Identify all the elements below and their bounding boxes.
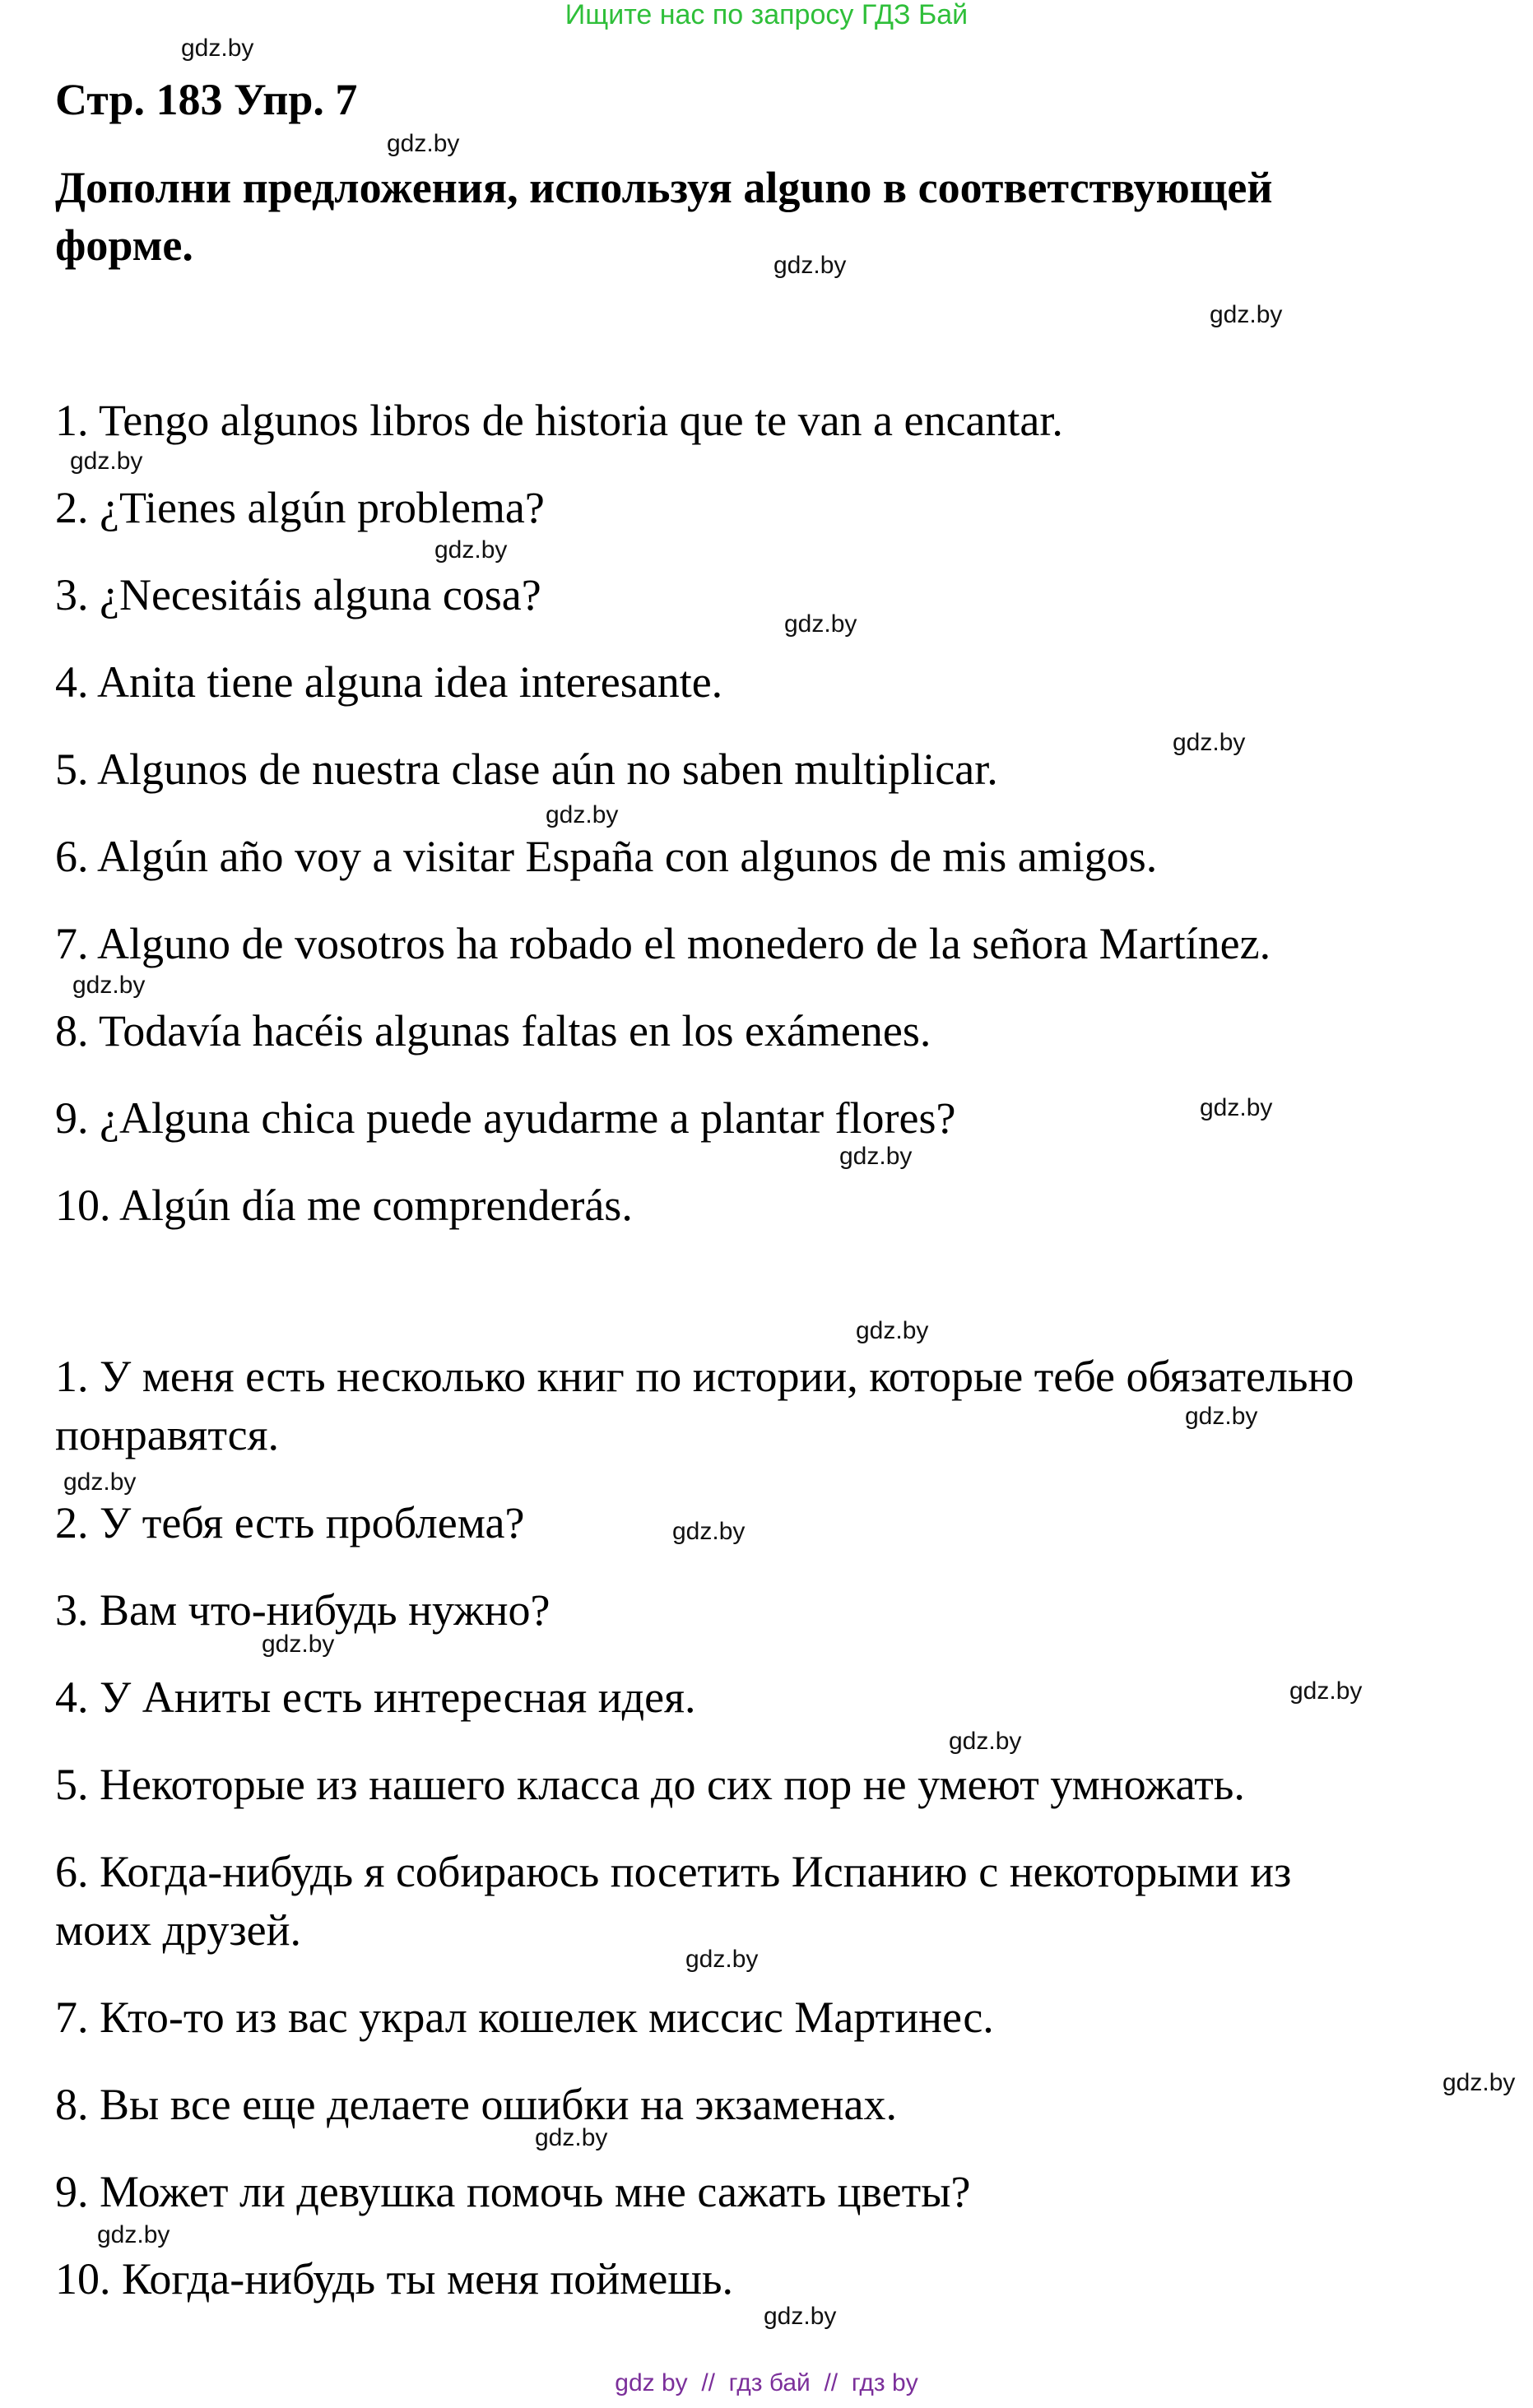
watermark: gdz.by xyxy=(535,2124,608,2151)
watermark: gdz.by xyxy=(1289,1677,1363,1705)
spanish-sentence-6: 6. Algún año voy a visitar España con algunos de mis amigos. xyxy=(55,832,1158,881)
spanish-sentence-1: 1. Tengo algunos libros de historia que te van a encantar. xyxy=(55,396,1063,445)
spanish-sentence-3: 3. ¿Necesitáis alguna cosa? xyxy=(55,570,541,619)
russian-sentence-8: 8. Вы все еще делаете ошибки на экзаменах. xyxy=(55,2080,897,2129)
watermark: gdz.by xyxy=(1442,2069,1516,2096)
watermark: gdz.by xyxy=(72,972,146,999)
footer-links[interactable]: gdz by // гдз бай // гдз by xyxy=(615,2369,918,2396)
watermark: gdz.by xyxy=(70,448,143,475)
watermark: gdz.by xyxy=(784,610,857,638)
watermark: gdz.by xyxy=(63,1468,137,1496)
spanish-sentence-9: 9. ¿Alguna chica puede ayudarme a plantar flores? xyxy=(55,1093,956,1143)
russian-sentence-10: 10. Когда-нибудь ты меня поймешь. xyxy=(55,2254,734,2304)
watermark: gdz.by xyxy=(97,2221,170,2248)
russian-sentence-3: 3. Вам что-нибудь нужно? xyxy=(55,1585,550,1635)
watermark: gdz.by xyxy=(773,252,847,279)
watermark: gdz.by xyxy=(387,130,460,157)
page-title: Стр. 183 Упр. 7 xyxy=(55,75,358,124)
watermark: gdz.by xyxy=(181,35,254,62)
spanish-sentence-5: 5. Algunos de nuestra clase aún no saben multiplicar. xyxy=(55,745,998,794)
watermark: gdz.by xyxy=(764,2303,837,2330)
russian-sentence-4: 4. У Аниты есть интересная идея. xyxy=(55,1673,696,1722)
task-line-1: Дополни предложения, используя alguno в соответствующей xyxy=(55,163,1273,212)
watermark: gdz.by xyxy=(434,536,508,564)
russian-sentence-6a: 6. Когда-нибудь я собираюсь посетить Испанию с некоторыми из xyxy=(55,1847,1292,1896)
watermark: gdz.by xyxy=(685,1946,759,1973)
spanish-sentence-8: 8. Todavía hacéis algunas faltas en los exámenes. xyxy=(55,1006,931,1056)
search-hint-link[interactable]: Ищите нас по запросу ГДЗ Бай xyxy=(564,0,969,30)
russian-sentence-1a: 1. У меня есть несколько книг по истории, которые тебе обязательно xyxy=(55,1352,1354,1401)
watermark: gdz.by xyxy=(546,801,619,828)
watermark: gdz.by xyxy=(1210,301,1283,328)
spanish-sentence-10: 10. Algún día me comprenderás. xyxy=(55,1181,633,1230)
watermark: gdz.by xyxy=(949,1728,1022,1755)
task-line-2: форме. xyxy=(55,220,193,270)
russian-sentence-1b: понравятся. xyxy=(55,1410,279,1459)
russian-sentence-5: 5. Некоторые из нашего класса до сих пор не умеют умножать. xyxy=(55,1760,1245,1809)
watermark: gdz.by xyxy=(1200,1094,1273,1121)
watermark: gdz.by xyxy=(672,1518,746,1545)
watermark: gdz.by xyxy=(1173,729,1246,756)
russian-sentence-2: 2. У тебя есть проблема? xyxy=(55,1498,525,1547)
russian-sentence-7: 7. Кто-то из вас украл кошелек миссис Мартинес. xyxy=(55,1993,994,2042)
watermark: gdz.by xyxy=(856,1317,929,1344)
watermark: gdz.by xyxy=(262,1631,335,1658)
watermark: gdz.by xyxy=(839,1143,913,1170)
spanish-sentence-4: 4. Anita tiene alguna idea interesante. xyxy=(55,657,723,707)
spanish-sentence-2: 2. ¿Tienes algún problema? xyxy=(55,483,545,532)
watermark: gdz.by xyxy=(1185,1403,1258,1430)
spanish-sentence-7: 7. Alguno de vosotros ha robado el monedero de la señora Martínez. xyxy=(55,919,1271,968)
russian-sentence-6b: моих друзей. xyxy=(55,1905,302,1955)
russian-sentence-9: 9. Может ли девушка помочь мне сажать цветы? xyxy=(55,2167,971,2216)
